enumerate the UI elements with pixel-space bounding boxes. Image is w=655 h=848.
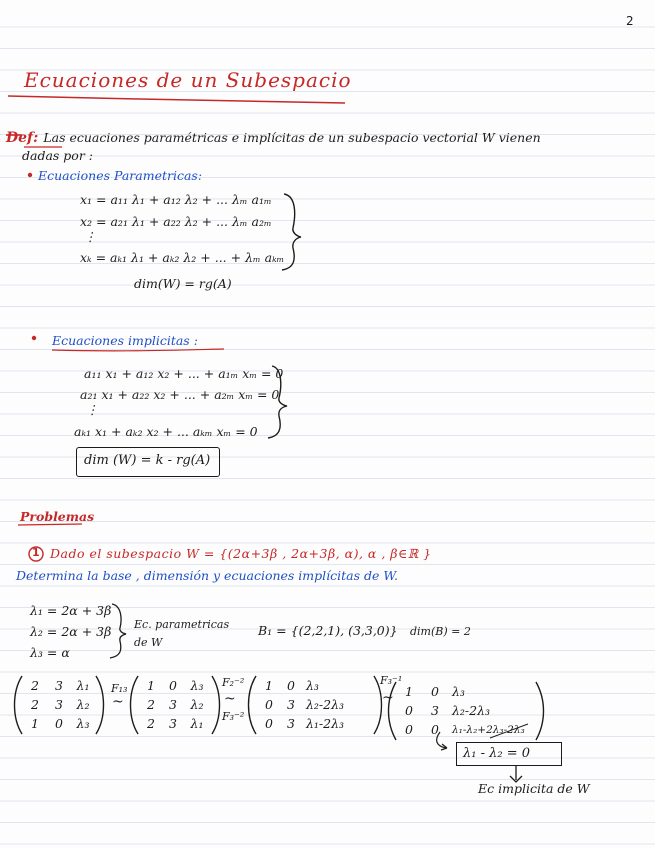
m4-cell: λ₂-2λ₃ <box>452 703 491 718</box>
op-f13: F₁₃ <box>111 682 128 695</box>
system-eq3: λ₃ = α <box>30 645 70 660</box>
definition-text-1: Las ecuaciones paramétricas e implícitas de un subespacio vectorial W vienen <box>43 130 541 145</box>
m1-cell: 0 <box>55 716 63 731</box>
m2-cell: 3 <box>169 697 177 712</box>
m3-cell: λ₃ <box>306 678 319 693</box>
m3-cell: 3 <box>287 716 295 731</box>
page-number: 2 <box>626 14 634 28</box>
m3-cell: 0 <box>265 697 273 712</box>
m4-cell: 0 <box>431 684 439 699</box>
m3-cell: λ₂-2λ₃ <box>306 697 345 712</box>
result-equation: λ₁ - λ₂ = 0 <box>463 746 530 761</box>
m3-cell: 0 <box>265 716 273 731</box>
m3-cell: 3 <box>287 697 295 712</box>
result-caption: Ec implicita de W <box>478 781 590 796</box>
m1-cell: 3 <box>55 678 63 693</box>
m2-cell: λ₃ <box>190 678 204 693</box>
m2-cell: 0 <box>169 678 177 693</box>
problem-1-number: 1 <box>32 546 40 559</box>
m2-cell: 2 <box>147 716 155 731</box>
definition-text-2: dadas por : <box>22 148 93 163</box>
m1-cell: 2 <box>31 697 39 712</box>
m2-cell: λ₂ <box>190 697 204 712</box>
m4-cell: λ₁-λ₂+2λ₃-2λ₃ <box>452 724 525 736</box>
ec-param-label-1: Ec. parametricas <box>134 618 230 631</box>
m3-cell: 1 <box>265 678 273 693</box>
implicit-eq1: a₁₁ x₁ + a₁₂ x₂ + ... + a₁ₘ xₘ = 0 <box>84 366 284 381</box>
m4-cell: 0 <box>405 703 413 718</box>
m2-cell: 3 <box>169 716 177 731</box>
implicit-dots: ⋮ <box>86 402 99 417</box>
parametric-heading: Ecuaciones Parametricas: <box>38 168 203 183</box>
op-f3: F₃⁻² <box>222 710 245 723</box>
op-f2: F₂⁻² <box>222 676 245 689</box>
tilde-3: ~ <box>382 690 394 706</box>
problems-heading: Problemas <box>20 509 95 524</box>
m1-cell: λ₃ <box>76 716 90 731</box>
m1-cell: 1 <box>31 716 39 731</box>
parametric-eq1: x₁ = a₁₁ λ₁ + a₁₂ λ₂ + ... λₘ a₁ₘ <box>80 192 272 207</box>
m1-cell: 2 <box>31 678 39 693</box>
definition-label: Def: <box>6 130 39 146</box>
implicit-heading: Ecuaciones implicitas : <box>52 333 198 348</box>
ec-param-label-2: de W <box>134 636 163 649</box>
page-title: Ecuaciones de un Subespacio <box>24 68 352 92</box>
m2-cell: 2 <box>147 697 155 712</box>
m1-cell: λ₁ <box>76 678 90 693</box>
m4-cell: 0 <box>431 722 439 737</box>
parametric-dots: ⋮ <box>84 229 97 244</box>
system-eq2: λ₂ = 2α + 3β <box>30 624 112 639</box>
m2-cell: 1 <box>147 678 155 693</box>
parametric-eqk: xₖ = aₖ₁ λ₁ + aₖ₂ λ₂ + ... + λₘ aₖₘ <box>80 250 285 265</box>
m4-cell: λ₃ <box>452 684 465 699</box>
parametric-eq2: x₂ = a₂₁ λ₁ + a₂₂ λ₂ + ... λₘ a₂ₘ <box>80 214 272 229</box>
op-f3-minus1: F₃⁻¹ <box>380 674 403 687</box>
basis: B₁ = {(2,2,1), (3,3,0)} <box>258 623 398 638</box>
basis-dimension: dim(B) = 2 <box>410 625 471 638</box>
tilde-1: ~ <box>112 694 124 710</box>
m2-cell: λ₁ <box>190 716 204 731</box>
system-eq1: λ₁ = 2α + 3β <box>30 603 112 618</box>
parametric-dimension: dim(W) = rg(A) <box>134 276 232 291</box>
m3-cell: λ₁-2λ₃ <box>306 716 345 731</box>
implicit-dimension: dim (W) = k - rg(A) <box>84 453 211 468</box>
implicit-eq2: a₂₁ x₁ + a₂₂ x₂ + ... + a₂ₘ xₘ = 0 <box>80 387 280 402</box>
m4-cell: 0 <box>405 722 413 737</box>
m3-cell: 0 <box>287 678 295 693</box>
tilde-2: ~ <box>224 691 236 707</box>
problem-1-statement: Dado el subespacio W = {(2α+3β , 2α+3β, α), α , β∈ℝ } <box>50 546 432 561</box>
m4-cell: 3 <box>431 703 439 718</box>
implicit-eqk: aₖ₁ x₁ + aₖ₂ x₂ + ... aₖₘ xₘ = 0 <box>74 424 258 439</box>
m4-cell: 1 <box>405 684 413 699</box>
m1-cell: λ₂ <box>76 697 90 712</box>
problem-1-task: Determina la base , dimensión y ecuaciones implícitas de W. <box>16 568 399 583</box>
m1-cell: 3 <box>55 697 63 712</box>
